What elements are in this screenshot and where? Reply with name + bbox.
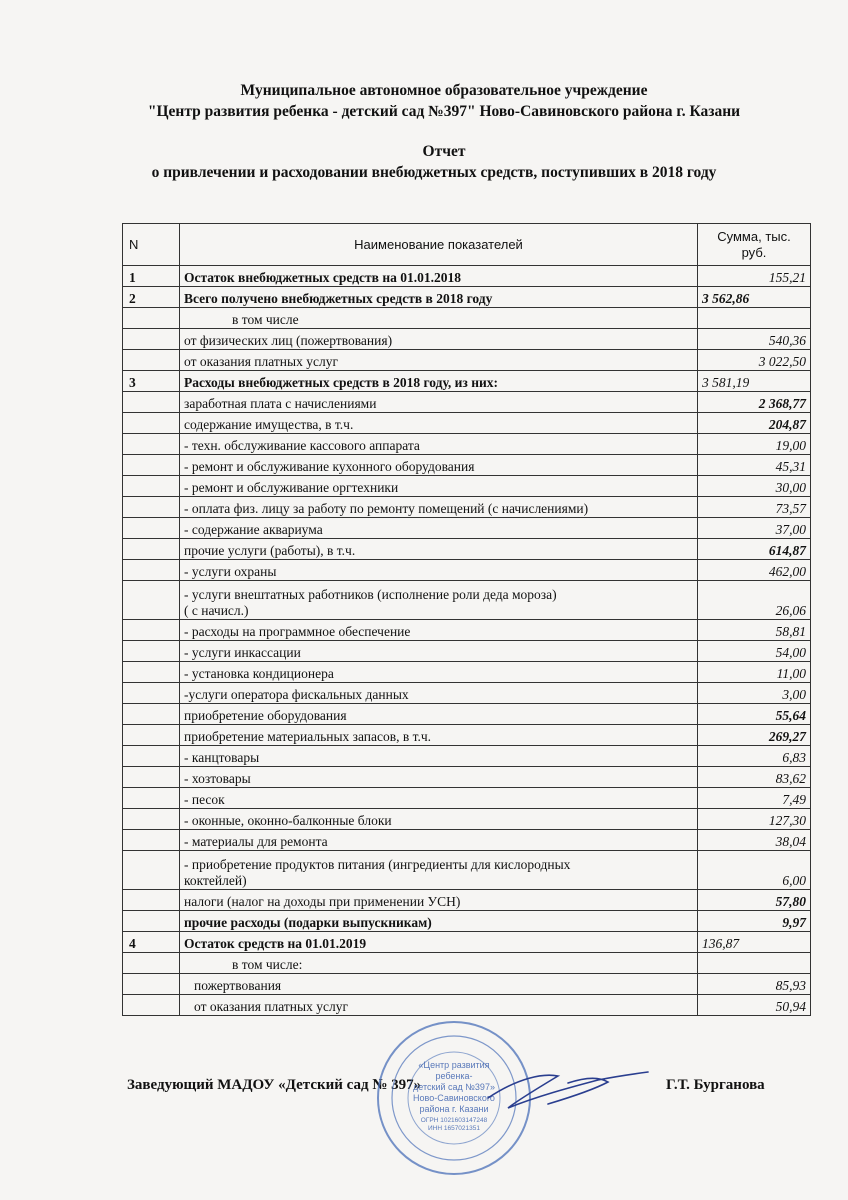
row-number (123, 704, 180, 725)
table-row (123, 683, 811, 704)
row-name: Остаток средств на 01.01.2019 (180, 932, 698, 953)
row-value: 3,00 (698, 683, 811, 704)
row-value: 55,64 (698, 704, 811, 725)
col-sum-header: Сумма, тыс. руб. (698, 224, 811, 266)
col-name-header: Наименование показателей (180, 224, 698, 266)
table-row (123, 725, 811, 746)
signatory-name: Г.Т. Бурганова (666, 1077, 765, 1093)
table-row (123, 662, 811, 683)
row-number (123, 974, 180, 995)
row-number (123, 434, 180, 455)
table-row (123, 890, 811, 911)
row-value: 204,87 (698, 413, 811, 434)
table-row (123, 995, 811, 1016)
row-value: 50,94 (698, 995, 811, 1016)
row-value: 269,27 (698, 725, 811, 746)
row-name: - ремонт и обслуживание оргтехники (180, 476, 698, 497)
table-row (123, 809, 811, 830)
row-name: - услуги охраны (180, 560, 698, 581)
row-number (123, 392, 180, 413)
row-value: 6,00 (698, 851, 811, 890)
row-name: - канцтовары (180, 746, 698, 767)
row-number (123, 329, 180, 350)
row-value: 7,49 (698, 788, 811, 809)
row-value: 2 368,77 (698, 392, 811, 413)
table-row (123, 371, 811, 392)
row-value: 83,62 (698, 767, 811, 788)
table-row (123, 308, 811, 329)
row-name: от оказания платных услуг (180, 350, 698, 371)
row-name: - расходы на программное обеспечение (180, 620, 698, 641)
row-name: от физических лиц (пожертвования) (180, 329, 698, 350)
table-row (123, 851, 811, 890)
row-value: 462,00 (698, 560, 811, 581)
row-number (123, 641, 180, 662)
row-name: - ремонт и обслуживание кухонного оборудования (180, 455, 698, 476)
row-number (123, 725, 180, 746)
row-name: - материалы для ремонта (180, 830, 698, 851)
row-number: 3 (123, 371, 180, 392)
row-value: 45,31 (698, 455, 811, 476)
row-number (123, 476, 180, 497)
table-row (123, 518, 811, 539)
row-number (123, 953, 180, 974)
table-row (123, 953, 811, 974)
report-title: Отчет (422, 143, 466, 160)
row-name: - услуги внештатных работников (исполнение роли деда мороза) ( с начисл.) (180, 581, 698, 620)
row-name: содержание имущества, в т.ч. (180, 413, 698, 434)
row-value: 57,80 (698, 890, 811, 911)
row-value: 11,00 (698, 662, 811, 683)
row-name: налоги (налог на доходы при применении УСН) (180, 890, 698, 911)
row-name: - услуги инкассации (180, 641, 698, 662)
table-row (123, 434, 811, 455)
row-value: 38,04 (698, 830, 811, 851)
row-name: заработная плата с начислениями (180, 392, 698, 413)
table-row (123, 767, 811, 788)
svg-text:района г. Казани: района г. Казани (419, 1104, 489, 1114)
row-name: - хозтовары (180, 767, 698, 788)
table-row (123, 476, 811, 497)
table-row (123, 497, 811, 518)
row-value: 73,57 (698, 497, 811, 518)
row-name: - песок (180, 788, 698, 809)
row-value: 26,06 (698, 581, 811, 620)
row-name: Расходы внебюджетных средств в 2018 году, из них: (180, 371, 698, 392)
row-number: 2 (123, 287, 180, 308)
row-name: в том числе: (180, 953, 698, 974)
row-name: - оконные, оконно-балконные блоки (180, 809, 698, 830)
row-name: от оказания платных услуг (180, 995, 698, 1016)
row-value: 155,21 (698, 266, 811, 287)
row-name: Остаток внебюджетных средств на 01.01.2018 (180, 266, 698, 287)
row-value: 19,00 (698, 434, 811, 455)
row-value: 614,87 (698, 539, 811, 560)
table-row (123, 620, 811, 641)
row-number (123, 497, 180, 518)
row-number (123, 911, 180, 932)
row-name: прочие услуги (работы), в т.ч. (180, 539, 698, 560)
row-number (123, 788, 180, 809)
row-value (698, 308, 811, 329)
table-row (123, 704, 811, 725)
report-subtitle: о привлечении и расходовании внебюджетных средств, поступивших в 2018 году (151, 164, 717, 181)
row-value: 37,00 (698, 518, 811, 539)
row-value: 127,30 (698, 809, 811, 830)
row-number (123, 995, 180, 1016)
table-row (123, 350, 811, 371)
table-row (123, 413, 811, 434)
table-row (123, 932, 811, 953)
row-value: 9,97 (698, 911, 811, 932)
row-value: 54,00 (698, 641, 811, 662)
svg-text:«Центр развития: «Центр развития (418, 1060, 490, 1070)
row-name: пожертвования (180, 974, 698, 995)
table-row (123, 560, 811, 581)
table-row (123, 539, 811, 560)
row-value: 3 581,19 (698, 371, 811, 392)
row-name: Всего получено внебюджетных средств в 2018 году (180, 287, 698, 308)
org-name-line2: "Центр развития ребенка - детский сад №397" Ново-Савиновского района г. Казани (147, 103, 741, 120)
row-number (123, 683, 180, 704)
row-number (123, 746, 180, 767)
table-row (123, 581, 811, 620)
row-number (123, 539, 180, 560)
row-number (123, 560, 180, 581)
row-value: 30,00 (698, 476, 811, 497)
row-name: - оплата физ. лицу за работу по ремонту помещений (с начислениями) (180, 497, 698, 518)
table-row (123, 641, 811, 662)
table-row (123, 830, 811, 851)
row-value: 540,36 (698, 329, 811, 350)
row-number (123, 809, 180, 830)
table-row (123, 329, 811, 350)
table-header-row (123, 224, 811, 266)
svg-text:ребенка-: ребенка- (435, 1071, 473, 1081)
row-number: 1 (123, 266, 180, 287)
row-name: - приобретение продуктов питания (ингредиенты для кислородных коктейлей) (180, 851, 698, 890)
row-number (123, 308, 180, 329)
row-number (123, 455, 180, 476)
row-name: - установка кондиционера (180, 662, 698, 683)
signature (448, 1058, 658, 1118)
table-row (123, 788, 811, 809)
table-row (123, 392, 811, 413)
row-number (123, 662, 180, 683)
svg-text:ИНН 1657021351: ИНН 1657021351 (427, 1125, 481, 1132)
row-number (123, 620, 180, 641)
table-row (123, 455, 811, 476)
row-name: в том числе (180, 308, 698, 329)
row-name: приобретение оборудования (180, 704, 698, 725)
row-value (698, 953, 811, 974)
row-number (123, 851, 180, 890)
table-row (123, 974, 811, 995)
row-name: прочие расходы (подарки выпускникам) (180, 911, 698, 932)
svg-text:Ново-Савиновского: Ново-Савиновского (413, 1093, 495, 1103)
row-number (123, 350, 180, 371)
row-value: 85,93 (698, 974, 811, 995)
row-number (123, 581, 180, 620)
org-name-line1: Муниципальное автономное образовательное учреждение (240, 82, 648, 99)
row-number (123, 413, 180, 434)
row-name: - содержание аквариума (180, 518, 698, 539)
row-number: 4 (123, 932, 180, 953)
row-number (123, 767, 180, 788)
table-row (123, 911, 811, 932)
row-value: 136,87 (698, 932, 811, 953)
svg-text:детский сад №397»: детский сад №397» (413, 1082, 495, 1092)
table-row (123, 746, 811, 767)
row-value: 6,83 (698, 746, 811, 767)
row-value: 3 562,86 (698, 287, 811, 308)
signatory-position: Заведующий МАДОУ «Детский сад № 397» (127, 1077, 422, 1093)
table-row (123, 287, 811, 308)
row-number (123, 830, 180, 851)
table-row (123, 266, 811, 287)
col-n-header: N (123, 224, 180, 266)
svg-text:ОГРН 1021603147248: ОГРН 1021603147248 (420, 1117, 488, 1124)
row-number (123, 518, 180, 539)
row-number (123, 890, 180, 911)
row-name: приобретение материальных запасов, в т.ч. (180, 725, 698, 746)
report-table (122, 223, 811, 1016)
row-name: - техн. обслуживание кассового аппарата (180, 434, 698, 455)
row-value: 58,81 (698, 620, 811, 641)
row-name: -услуги оператора фискальных данных (180, 683, 698, 704)
row-value: 3 022,50 (698, 350, 811, 371)
